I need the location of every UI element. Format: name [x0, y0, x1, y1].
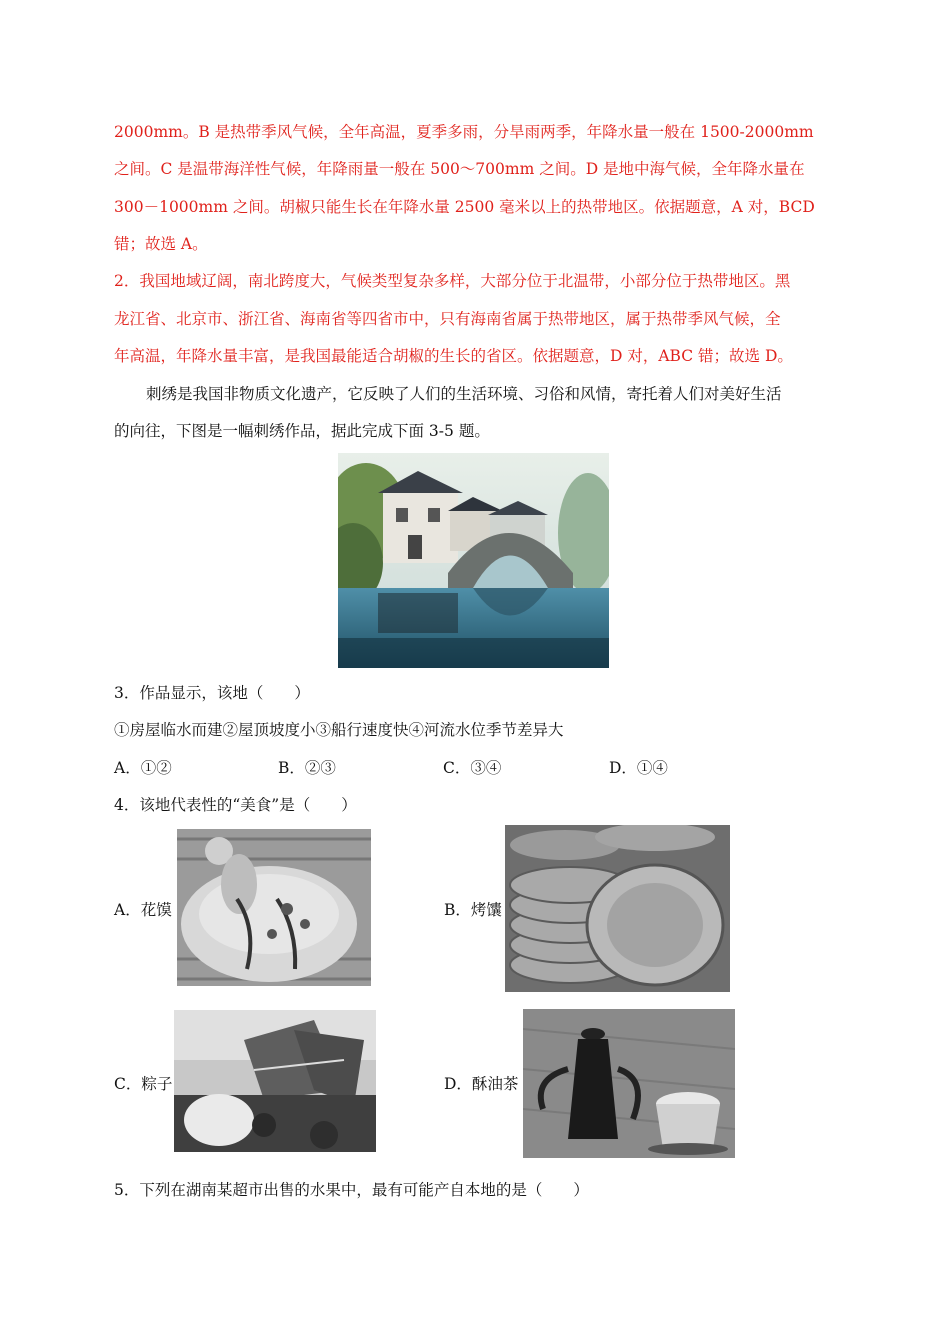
answer-q2-line: 年高温，年降水量丰富，是我国最能适合胡椒的生长的省区。依据题意，D 对，ABC 错；故选 D。	[114, 347, 793, 365]
q3-option-d: D．①④	[609, 759, 668, 777]
q4-option-d: D．酥油茶	[444, 1075, 519, 1093]
intro-line: 的向往，下图是一幅刺绣作品，据此完成下面 3-5 题。	[114, 422, 490, 440]
answer-text-line: 之间。C 是温带海洋性气候，年降雨量一般在 500～700mm 之间。D 是地中海气候，全年降水量在	[114, 160, 805, 178]
q3-option-b: B．②③	[278, 759, 336, 777]
steamed-bun-image	[177, 829, 371, 986]
embroidery-artwork-image	[338, 453, 609, 668]
answer-text-line: 300－1000mm 之间。胡椒只能生长在年降水量 2500 毫米以上的热带地区。依据题意，A 对，BCD	[114, 198, 815, 216]
intro-line: 刺绣是我国非物质文化遗产，它反映了人们的生活环境、习俗和风情，寄托着人们对美好生活	[146, 385, 782, 403]
q3-stem: 3．作品显示，该地（ ）	[114, 684, 310, 702]
answer-q2-line: 龙江省、北京市、浙江省、海南省等四省市中，只有海南省属于热带地区，属于热带季风气候，全	[114, 310, 781, 328]
q5-stem: 5．下列在湖南某超市出售的水果中，最有可能产自本地的是（ ）	[114, 1181, 589, 1199]
zongzi-image	[174, 1010, 376, 1152]
q3-option-a: A．①②	[114, 759, 172, 777]
answer-text-line: 2000mm。B 是热带季风气候，全年高温，夏季多雨，分旱雨两季，年降水量一般在 1500-2000mm	[114, 123, 814, 141]
naan-bread-image	[505, 825, 730, 992]
q3-statements: ①房屋临水而建②屋顶坡度小③船行速度快④河流水位季节差异大	[114, 721, 564, 739]
answer-q2-line: 2．我国地域辽阔，南北跨度大，气候类型复杂多样，大部分位于北温带，小部分位于热带地区。黑	[114, 272, 791, 290]
answer-text-line: 错；故选 A。	[114, 235, 208, 253]
butter-tea-image	[523, 1009, 735, 1158]
q3-option-c: C．③④	[443, 759, 502, 777]
q4-option-a: A．花馍	[114, 901, 172, 919]
q4-option-c: C．粽子	[114, 1075, 173, 1093]
q4-option-b: B．烤馕	[444, 901, 502, 919]
q4-stem: 4．该地代表性的“美食”是（ ）	[114, 796, 357, 814]
